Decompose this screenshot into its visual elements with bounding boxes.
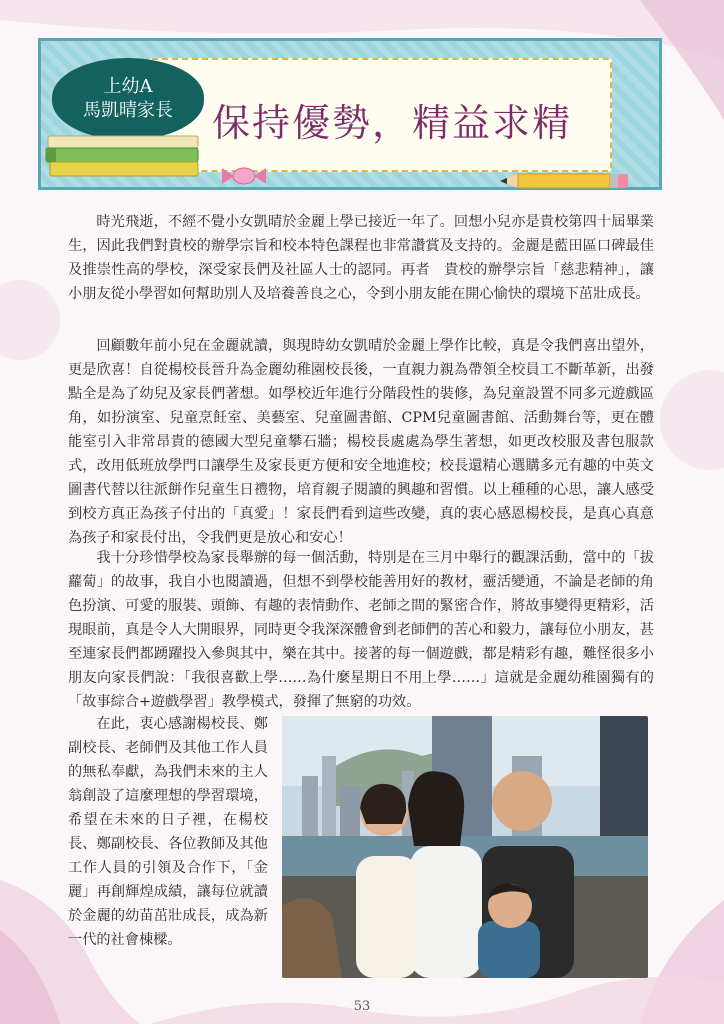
page-number: 53: [353, 999, 371, 1014]
page-title: 保持優勢，精益求精: [212, 101, 573, 145]
author-class: 上幼A: [103, 75, 153, 97]
family-photo-illustration: [282, 716, 648, 978]
paragraph-4: 在此，衷心感謝楊校長、鄭副校長、老師們及其他工作人員的無私奉獻，為我們未來的主人翁創設了這麼理想的學習環境，希望在未來的日子裡，在楊校長、鄭副校長、各位教師及其他工作人員的引領及合作下，「金麗」再創輝煌成績，讓每位就讀於金麗的幼苗茁壯成長，成為新一代的社會棟樑。: [68, 716, 268, 948]
paragraph-2: 回顧數年前小兒在金麗就讀，與現時幼女凱晴於金麗上學作比較，真是令我們喜出望外，更是欣喜！自從楊校長晉升為金麗幼稚園校長後，一直親力親為帶領全校員工不斷革新，出發點全是為了幼兒及家長們著想。如學校近年進行分階段性的裝修，為兒童設置不同多元遊戲區角，如扮演室、兒童烹飪室、美藝室、兒童圖書館、CPM兒童圖書館、活動舞台等，更在體能室引入非常昂貴的德國大型兒童攀石牆；楊校長處處為學生著想，如更改校服及書包服款式，改用低班放學門口讓學生及家長更方便和安全地進校；校長還精心選購多元有趣的中英文圖書代替以往派餅作兒童生日禮物，培育親子閱讀的興趣和習慣。以上種種的心思，讓人感受到校方真正為孩子付出的「真愛」！家長們看到這些改變，真的衷心感恩楊校長，是真心真意為孩子和家長付出，令我們更是放心和安心！: [68, 338, 654, 546]
family-photo: [282, 716, 648, 978]
paragraph-1: 時光飛逝，不經不覺小女凱晴於金麗上學已接近一年了。回想小兒亦是貴校第四十屆畢業生，因此我們對貴校的辦學宗旨和校本特色課程也非常讚賞及支持的。金麗是藍田區口碑最佳及推崇性高的學校，深受家長們及社區人士的認同。再者 貴校的辦學宗旨「慈悲精神」，讓小朋友從小學習如何幫助別人及培養善良之心，令到小朋友能在開心愉快的環境下茁壯成長。: [68, 214, 654, 302]
paragraph-3: 我十分珍惜學校為家長舉辦的每一個活動，特別是在三月中舉行的觀課活動，當中的「拔蘿蔔」的故事，我自小也閱讀過，但想不到學校能善用好的教材，靈活變通，不論是老師的角色扮演、可愛的服裝、頭飾、有趣的表情動作、老師之間的緊密合作，將故事變得更精彩，活現眼前，真是令人大開眼界，同時更令我深深體會到老師們的苦心和毅力，讓每位小朋友，甚至連家長們都踴躍投入參與其中，樂在其中。接著的每一個遊戲，都是精彩有趣，難怪很多小朋友向家長們說：「我很喜歡上學……為什麼星期日不用上學……」這就是金麗幼稚園獨有的「故事綜合+遊戲學習」教學模式，發揮了無窮的功效。: [68, 550, 654, 710]
author-name: 馬凱晴家長: [83, 100, 173, 121]
